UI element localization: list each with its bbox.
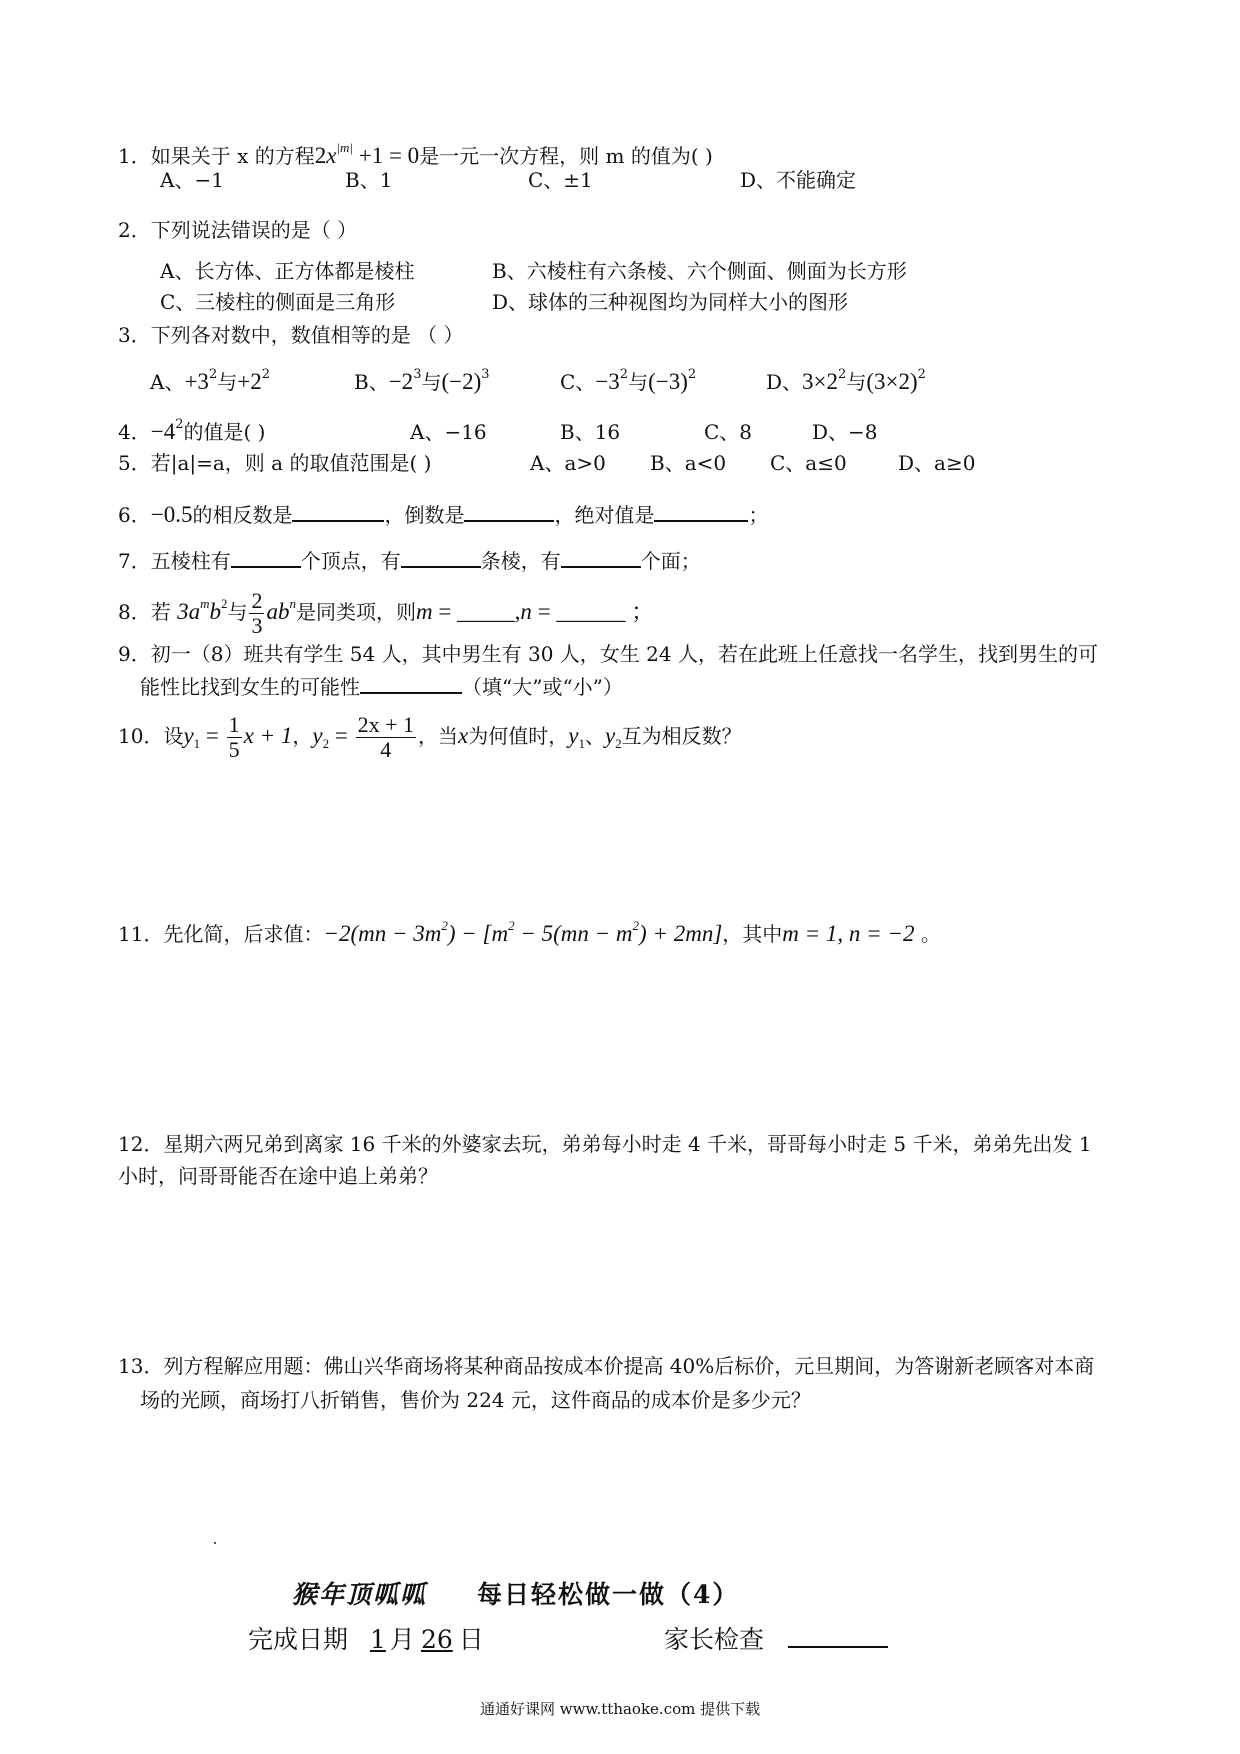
answer-blank[interactable] [231, 546, 301, 568]
q1-option-c: C、±1 [528, 168, 593, 192]
q11-expression: $-2(mn - 3m^2) - [m^2 - 5(mn - m^2) + 2mn]$ [323, 918, 723, 946]
q4-option-b: B、16 [560, 420, 621, 444]
q3-option-a: A、$+3^2$与$+2^2$ [150, 367, 270, 394]
q3-option-d: D、$3\times 2^2$与$(3\times 2)^2$ [766, 367, 926, 394]
q5-stem: 5．若|a|=a，则 a 的取值范围是( ) [118, 451, 432, 475]
question-9-line-1: 9．初一（8）班共有学生 54 人，其中男生有 30 人，女生 24 人，若在此班上任意找一名学生，找到男生的可 [118, 642, 1098, 666]
q1-option-b: B、1 [345, 168, 393, 192]
q1-equation: $2x^{|m|} +1 = 0$ [314, 140, 420, 168]
q5-option-c: C、a≤0 [770, 451, 847, 475]
answer-blank[interactable] [360, 672, 462, 694]
scan-dot [214, 1542, 216, 1544]
question-9-line-2: 能性比找到女生的可能性 （填“大”或“小”） [140, 672, 623, 701]
q5-option-d: D、a≥0 [898, 451, 976, 475]
q3-option-c: C、$-3^2$与$(-3)^2$ [560, 367, 697, 394]
q2-option-b: B、六棱柱有六条棱、六个侧面、侧面为长方形 [492, 259, 907, 283]
q4-option-a: A、−16 [410, 420, 487, 444]
question-7: 7．五棱柱有 个顶点，有 条棱，有 个面； [118, 546, 701, 575]
question-3: 3．下列各对数中，数值相等的是 （ ） [118, 323, 464, 347]
completion-date: 完成日期 1 月 26 日 [248, 1625, 484, 1654]
download-credit: 通通好课网 www.tthaoke.com 提供下载 [480, 1700, 761, 1718]
q10-fraction-1: $\frac{1}{5}$ [228, 712, 240, 762]
q5-option-a: A、a>0 [530, 451, 606, 475]
q5-option-b: B、a<0 [650, 451, 727, 475]
q1-stem: 1．如果关于 x 的方程 [118, 144, 315, 168]
q1-stem-end: 是一元一次方程，则 m 的值为( ) [419, 144, 713, 168]
q8-term-2: $ab^n$ [266, 596, 296, 624]
answer-blank[interactable] [292, 500, 384, 522]
question-10: 10．设$y_1$ = $\frac{1}{5}$ x + 1，$y_2$ = $\frac{2x + 1}{4}$ ，当x为何值时，$y_1$、$y_2$互为相反数？ [118, 712, 742, 762]
q10-fraction-2: $\frac{2x + 1}{4}$ [357, 712, 415, 762]
q3-option-b: B、$-2^3$与$(-2)^3$ [354, 367, 490, 394]
q4-option-d: D、−8 [812, 420, 878, 444]
q8-fraction: $\frac{2}{3}$ [251, 588, 263, 638]
question-11: 11．先化简，后求值：$-2(mn - 3m^2) - [m^2 - 5(mn - m^2) + 2mn]$，其中m = 1, n = −2 。 [118, 918, 941, 946]
parent-check: 家长检查 [664, 1620, 888, 1656]
answer-blank[interactable] [401, 546, 481, 568]
q8-term-1: $3a^mb^2$ [177, 596, 228, 624]
signature-blank[interactable] [788, 1622, 888, 1648]
q4-option-c: C、8 [704, 420, 753, 444]
answer-blank[interactable] [464, 500, 554, 522]
question-12-line-1: 12．星期六两兄弟到离家 16 千米的外婆家去玩，弟弟每小时走 4 千米，哥哥每小时走 5 千米，弟弟先出发 1 [118, 1132, 1092, 1156]
question-13-line-1: 13．列方程解应用题：佛山兴华商场将某种商品按成本价提高 40%后标价，元旦期间，为答谢新老顾客对本商 [118, 1354, 1095, 1378]
q1-option-a: A、−1 [160, 168, 224, 192]
q2-option-d: D、球体的三种视图均为同样大小的图形 [492, 290, 849, 314]
question-2: 2．下列说法错误的是（ ） [118, 218, 358, 242]
question-12-line-2: 小时，问哥哥能否在途中追上弟弟？ [118, 1164, 438, 1188]
answer-blank[interactable] [561, 546, 641, 568]
answer-blank[interactable] [654, 500, 748, 522]
question-6: 6．−0.5的相反数是 ，倒数是 ，绝对值是 ； [118, 502, 769, 527]
question-8: 8．若 $3a^mb^2$与 $\frac{2}{3}$ $ab^n$是同类项，则m = _____,n = ______ ； [118, 588, 655, 638]
footer-title: 猴年顶呱呱 每日轻松做一做（4） [292, 1580, 740, 1609]
q1-option-d: D、不能确定 [740, 168, 857, 192]
question-13-line-2: 场的光顾，商场打八折销售，售价为 224 元，这件商品的成本价是多少元？ [140, 1388, 811, 1412]
q2-option-c: C、三棱柱的侧面是三角形 [160, 290, 396, 314]
q2-option-a: A、长方体、正方体都是棱柱 [160, 259, 415, 283]
q4-stem: 4．$-4^2$的值是( ) [118, 417, 266, 444]
